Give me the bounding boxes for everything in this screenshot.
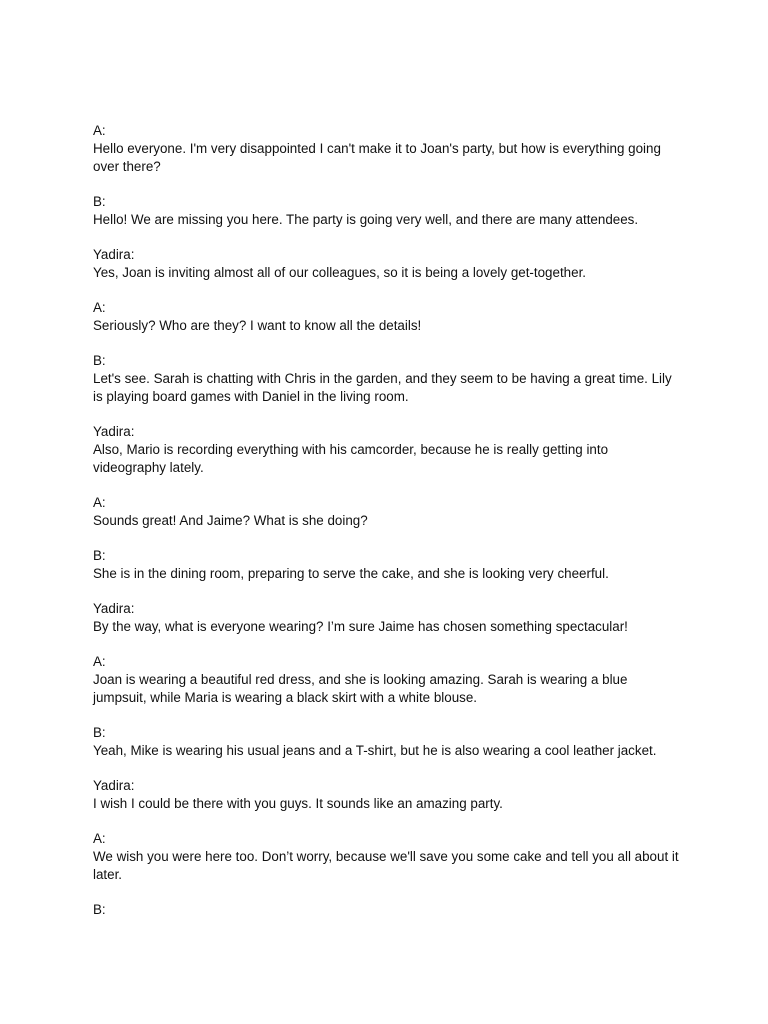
speaker-label: A: (93, 495, 106, 510)
dialogue-text: By the way, what is everyone wearing? I’m sure Jaime has chosen something spectacular! (93, 619, 628, 634)
dialogue-text: Yes, Joan is inviting almost all of our colleagues, so it is being a lovely get-together. (93, 265, 587, 280)
speaker-label: Yadira: (93, 247, 135, 262)
dialogue-text: Also, Mario is recording everything with his camcorder, because he is really getting into videography lately. (93, 442, 609, 475)
speaker-label: B: (93, 725, 106, 740)
speaker-label: Yadira: (93, 778, 135, 793)
dialogue-turn (93, 653, 683, 707)
dialogue-turn (93, 830, 683, 884)
dialogue-turn (93, 600, 683, 636)
dialogue-turn (93, 246, 683, 282)
dialogue-text: Hello! We are missing you here. The party is going very well, and there are many attendees. (93, 212, 639, 227)
speaker-label: Yadira: (93, 601, 135, 616)
dialogue-turn (93, 777, 683, 813)
speaker-label: B: (93, 548, 106, 563)
dialogue-text: Yeah, Mike is wearing his usual jeans and a T-shirt, but he is also wearing a cool leather jacket. (93, 743, 657, 758)
dialogue-text: Sounds great! And Jaime? What is she doing? (93, 513, 368, 528)
dialogue-text: We wish you were here too. Don’t worry, because we'll save you some cake and tell you all about it later. (93, 849, 679, 882)
dialogue-turn (93, 122, 683, 176)
dialogue-text: Seriously? Who are they? I want to know all the details! (93, 318, 422, 333)
speaker-label: A: (93, 300, 106, 315)
speaker-label: A: (93, 831, 106, 846)
dialogue-text: Let's see. Sarah is chatting with Chris in the garden, and they seem to be having a great time. Lily is playing board games with Daniel in the living room. (93, 371, 672, 404)
dialogue-text: Joan is wearing a beautiful red dress, and she is looking amazing. Sarah is wearing a blue jumpsuit, while Maria is wearing a black skirt with a white blouse. (93, 672, 628, 705)
speaker-label: B: (93, 902, 106, 917)
dialogue-turn (93, 724, 683, 760)
dialogue-turn (93, 547, 683, 583)
speaker-label: B: (93, 353, 106, 368)
dialogue-text: Hello everyone. I'm very disappointed I can't make it to Joan's party, but how is everything going over there? (93, 141, 661, 174)
speaker-label: B: (93, 194, 106, 209)
document-page (93, 122, 683, 936)
dialogue-turn (93, 193, 683, 229)
speaker-label: A: (93, 654, 106, 669)
speaker-label: Yadira: (93, 424, 135, 439)
dialogue-turn (93, 352, 683, 406)
dialogue-text: I wish I could be there with you guys. It sounds like an amazing party. (93, 796, 503, 811)
dialogue-turn (93, 901, 683, 919)
dialogue-turn (93, 299, 683, 335)
dialogue-turn (93, 494, 683, 530)
dialogue-turn (93, 423, 683, 477)
speaker-label: A: (93, 123, 106, 138)
dialogue-text: She is in the dining room, preparing to serve the cake, and she is looking very cheerful. (93, 566, 609, 581)
